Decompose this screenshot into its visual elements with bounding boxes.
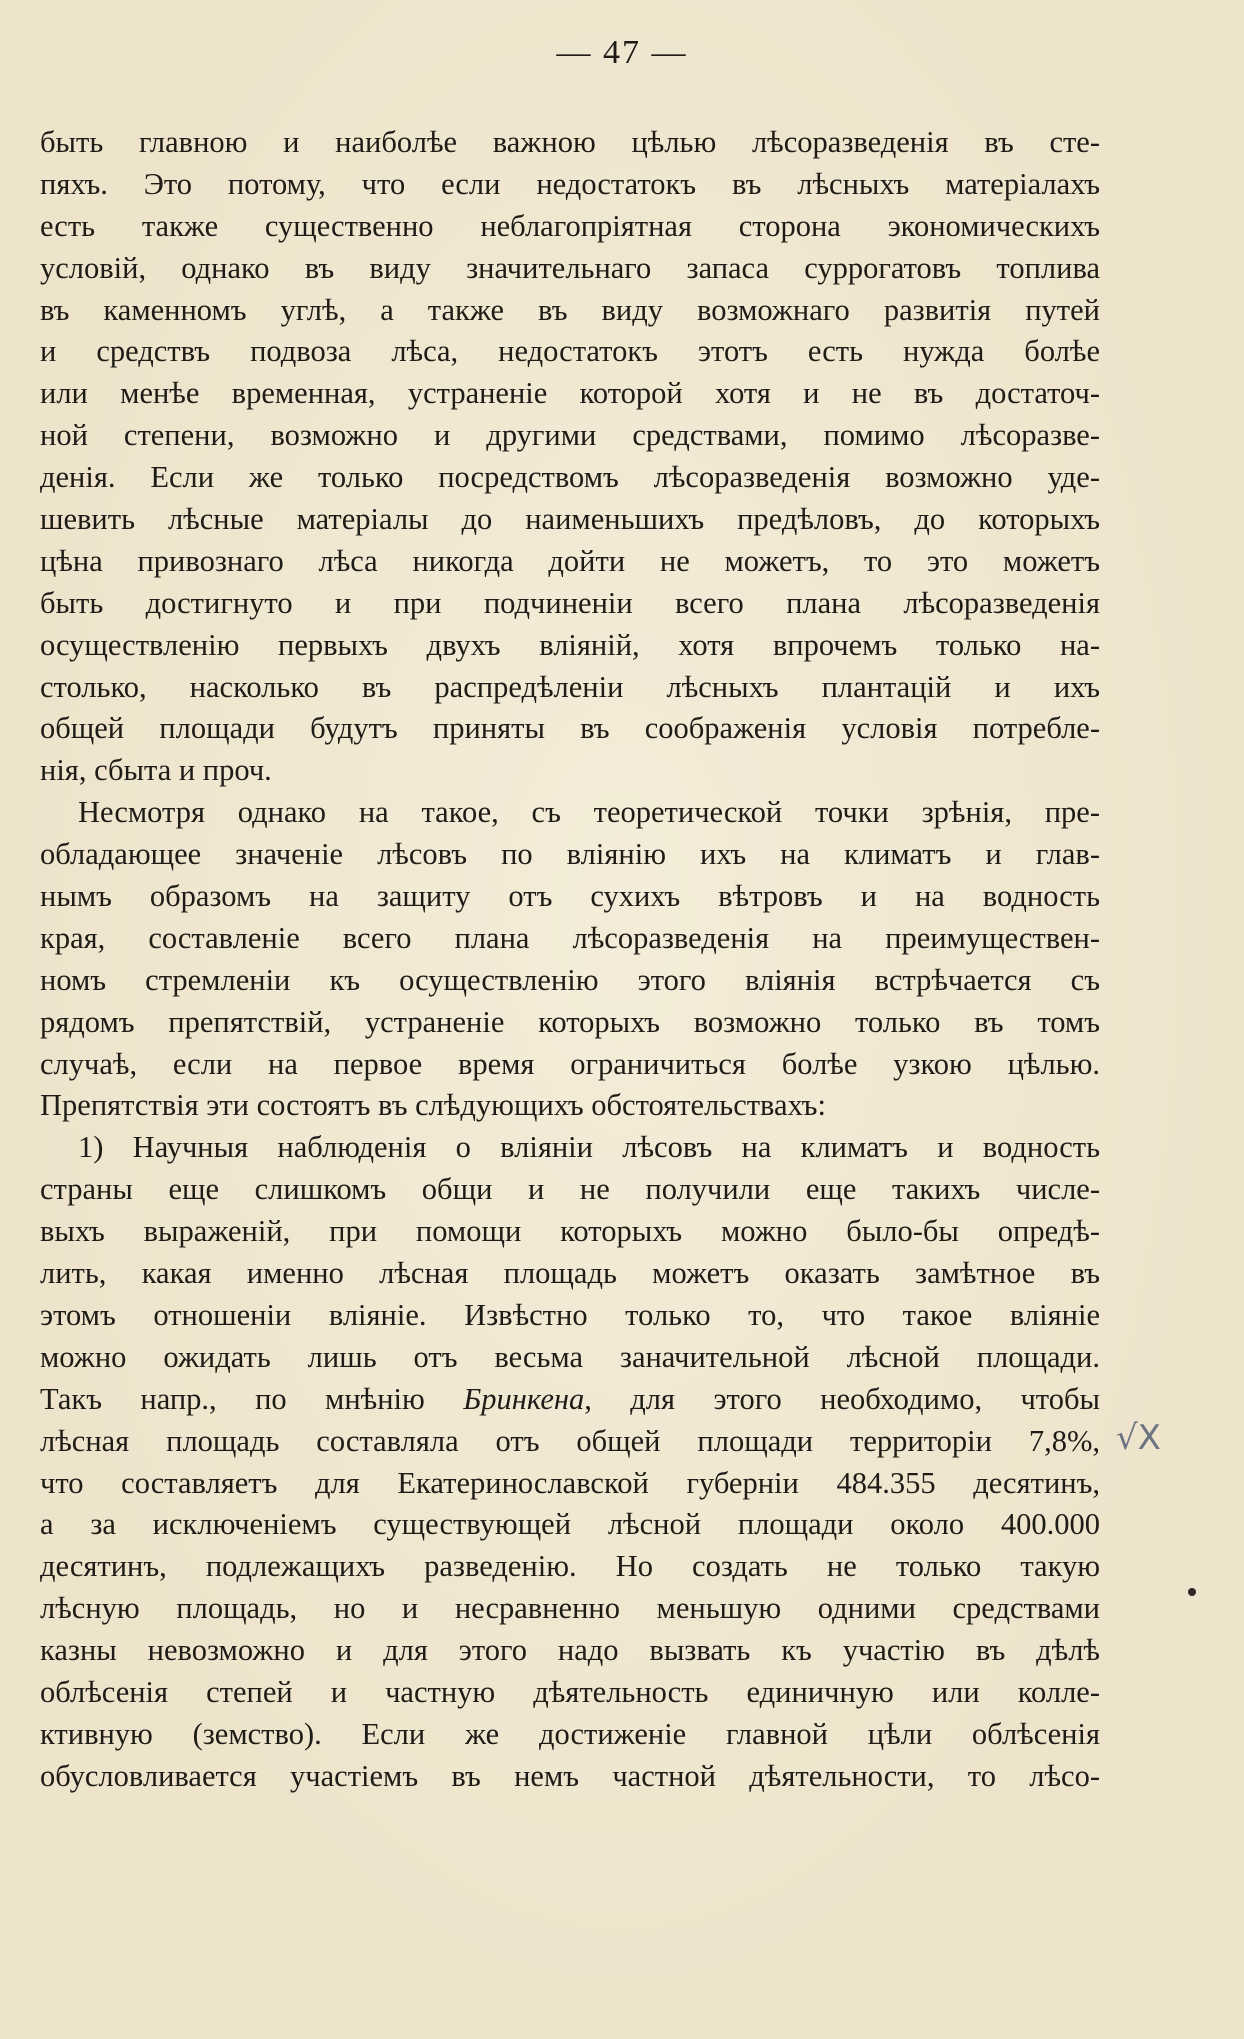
text-line: осуществленію первыхъ двухъ вліяній, хотя впрочемъ только на- — [40, 627, 1100, 662]
author-name: Бринкена — [463, 1381, 585, 1416]
text-line: выхъ выраженій, при помощи которыхъ можно было-бы опредѣ- — [40, 1214, 1100, 1249]
body-text — [40, 122, 1100, 1798]
text-segment: , для этого необходимо, чтобы — [584, 1381, 1100, 1416]
text-line: Несмотря однако на такое, съ теоретической точки зрѣнія, пре- — [78, 795, 1100, 830]
text-line: что составляетъ для Екатеринославской губерніи 484.355 десятинъ, — [40, 1465, 1100, 1500]
text-line: или менѣе временная, устраненіе которой хотя и не въ достаточ- — [40, 376, 1100, 411]
text-line: края, составленіе всего плана лѣсоразведенія на преимуществен- — [40, 920, 1100, 955]
text-line: быть главною и наиболѣе важною цѣлью лѣсоразведенія въ сте- — [40, 125, 1100, 159]
text-line: ной степени, возможно и другими средствами, помимо лѣсоразве- — [40, 418, 1100, 453]
text-line: можно ожидать лишь отъ весьма заначительной лѣсной площади. — [40, 1339, 1100, 1374]
text-line: номъ стремленіи къ осуществленію этого вліянія встрѣчается съ — [40, 962, 1100, 997]
text-line: обусловливается участіемъ въ немъ частной дѣятельности, то лѣсо- — [40, 1758, 1100, 1793]
text-line: денія. Если же только посредствомъ лѣсоразведенія возможно уде- — [40, 460, 1100, 495]
text-line: шевить лѣсные матеріалы до наименьшихъ предѣловъ, до которыхъ — [40, 502, 1100, 537]
text-line: общей площади будутъ приняты въ соображенія условія потребле- — [40, 711, 1100, 746]
text-line: этомъ отношеніи вліяніе. Извѣстно только то, что такое вліяніе — [40, 1297, 1100, 1332]
text-line: страны еще слишкомъ общи и не получили еще такихъ числе- — [40, 1172, 1100, 1207]
ink-spot — [1188, 1588, 1196, 1596]
text-line: а за исключеніемъ существующей лѣсной площади около 400.000 — [40, 1507, 1100, 1542]
text-line-with-author — [40, 1379, 1100, 1421]
text-line: казны невозможно и для этого надо вызвать къ участію въ дѣлѣ — [40, 1633, 1100, 1668]
text-line: пяхъ. Это потому, что если недостатокъ въ лѣсныхъ матеріалахъ — [40, 166, 1100, 201]
text-line: ктивную (земство). Если же достиженіе главной цѣли облѣсенія — [40, 1716, 1100, 1751]
text-line: въ каменномъ углѣ, а также въ виду возможнаго развитія путей — [40, 292, 1100, 327]
text-line: рядомъ препятствій, устраненіе которыхъ возможно только въ томъ — [40, 1004, 1100, 1039]
text-line: облѣсенія степей и частную дѣятельность единичную или колле- — [40, 1674, 1100, 1709]
text-line: лѣсная площадь составляла отъ общей площади территоріи 7,8%, — [40, 1423, 1100, 1458]
text-line: и средствъ подвоза лѣса, недостатокъ этотъ есть нужда болѣе — [40, 334, 1100, 369]
text-line: случаѣ, если на первое время ограничиться болѣе узкою цѣлью. — [40, 1046, 1100, 1081]
text-line: условій, однако въ виду значительнаго запаса суррогатовъ топлива — [40, 250, 1100, 285]
text-line: нія, сбыта и проч. — [40, 753, 272, 788]
page-number: — 47 — — [556, 34, 688, 71]
text-line: Препятствія эти состоятъ въ слѣдующихъ обстоятельствахъ: — [40, 1088, 826, 1123]
text-line: нымъ образомъ на защиту отъ сухихъ вѣтровъ и на водность — [40, 879, 1100, 914]
text-line: десятинъ, подлежащихъ разведенію. Но создать не только такую — [40, 1549, 1100, 1584]
text-segment: Такъ напр., по мнѣнію — [40, 1381, 464, 1416]
text-line: лить, какая именно лѣсная площадь можетъ оказать замѣтное въ — [40, 1256, 1100, 1291]
text-line: обладающее значеніе лѣсовъ по вліянію ихъ на климатъ и глав- — [40, 837, 1100, 872]
text-line: лѣсную площадь, но и несравненно меньшую одними средствами — [40, 1591, 1100, 1626]
text-line: 1) Научныя наблюденія о вліяніи лѣсовъ на климатъ и водность — [78, 1130, 1100, 1165]
text-line: есть также существенно неблагопріятная сторона экономическихъ — [40, 208, 1100, 243]
text-line: цѣна привознаго лѣса никогда дойти не можетъ, то это можетъ — [40, 543, 1100, 578]
margin-check-mark: √X — [1116, 1418, 1161, 1458]
text-line: быть достигнуто и при подчиненіи всего плана лѣсоразведенія — [40, 585, 1100, 620]
text-line: столько, насколько въ распредѣленіи лѣсныхъ плантацій и ихъ — [40, 669, 1100, 704]
